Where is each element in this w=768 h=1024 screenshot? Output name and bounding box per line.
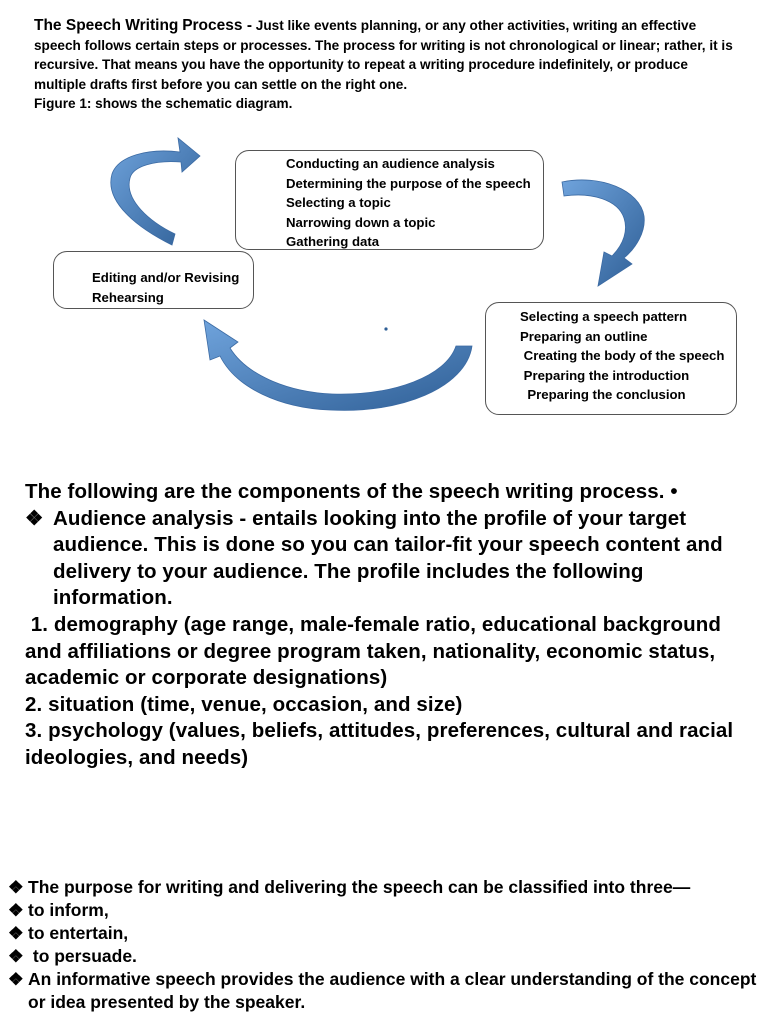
intro-paragraph — [34, 16, 734, 114]
box-right-line: Preparing the introduction — [520, 367, 690, 383]
diamond-bullet-icon: ❖ — [8, 923, 24, 943]
arrow-top-right-icon — [562, 180, 644, 286]
list-item — [8, 922, 758, 945]
purpose-list — [8, 876, 758, 1014]
box-left-line: Rehearsing — [92, 289, 164, 305]
diamond-bullet-icon: ❖ — [8, 969, 24, 989]
arrow-bottom-icon — [204, 320, 472, 410]
box-top-line: Conducting an audience analysis — [286, 156, 495, 171]
box-drafting — [485, 302, 737, 415]
audience-analysis-bullet — [25, 506, 745, 612]
box-top-line: Selecting a topic — [286, 195, 391, 210]
box-top-line: Narrowing down a topic — [286, 214, 436, 230]
box-left-line: Editing and/or Revising — [92, 270, 240, 285]
diamond-bullet-icon: ❖ — [25, 506, 44, 530]
intro-title-lead: The Speech Writing — [34, 17, 179, 34]
purpose-text: The purpose for writing and delivering the speech can be classified into three— — [28, 877, 691, 897]
list-item — [8, 945, 758, 968]
figure-caption: Figure 1: shows the schematic diagram. — [34, 96, 293, 111]
audience-analysis-text: Audience analysis - entails looking into the profile of your target audience. This is done so you can tailor-fit your speech content and delivery to your audience. The profile includes the following information. — [53, 506, 723, 610]
diamond-bullet-icon: ❖ — [8, 900, 24, 920]
dot-mark — [384, 327, 387, 330]
box-editing — [53, 251, 254, 309]
item-situation: 2. situation (time, venue, occasion, and size) — [25, 692, 463, 716]
list-item — [8, 968, 758, 1014]
item-demography: 1. demography (age range, male-female ratio, educational background and affiliations or degree program taken, nationality, economic status, academic or corporate designations) — [25, 612, 727, 690]
box-prewriting — [235, 150, 544, 250]
entertain-text: to entertain, — [28, 923, 129, 943]
intro-text: Just like events planning, or any other activities, writing an effective speech follows certain steps or processes. The process for writing is not chronological or linear; rather, it is recursive. That means you have the opportunity to repeat a writing procedure indefinitely, or produce multiple drafts first before you can settle on the right one. — [34, 18, 733, 92]
inform-text: to inform, — [28, 900, 109, 920]
list-item — [8, 899, 758, 922]
components-section — [25, 479, 745, 772]
diamond-bullet-icon: ❖ — [8, 946, 24, 966]
box-top-line: Determining the purpose of the speech — [286, 175, 531, 191]
diamond-bullet-icon: ❖ — [8, 877, 24, 897]
box-right-line: Preparing the conclusion — [520, 387, 686, 402]
arrow-top-left-icon — [111, 138, 200, 245]
box-top-line: Gathering data — [286, 234, 380, 249]
persuade-text: to persuade. — [28, 946, 137, 966]
box-right-line: Creating the body of the speech — [520, 348, 725, 363]
components-heading: The following are the components of the speech writing process. • — [25, 480, 678, 503]
box-right-line: Selecting a speech pattern — [520, 309, 688, 324]
box-right-line: Preparing an outline — [520, 328, 648, 344]
item-psychology: 3. psychology (values, beliefs, attitudes, preferences, cultural and racial ideologies, and needs) — [25, 719, 734, 769]
speech-writing-diagram — [0, 130, 768, 430]
informative-text: An informative speech provides the audience with a clear understanding of the concept or idea presented by the speaker. — [28, 969, 757, 1012]
list-item — [8, 876, 758, 899]
intro-title-strong: Process - — [182, 17, 252, 34]
